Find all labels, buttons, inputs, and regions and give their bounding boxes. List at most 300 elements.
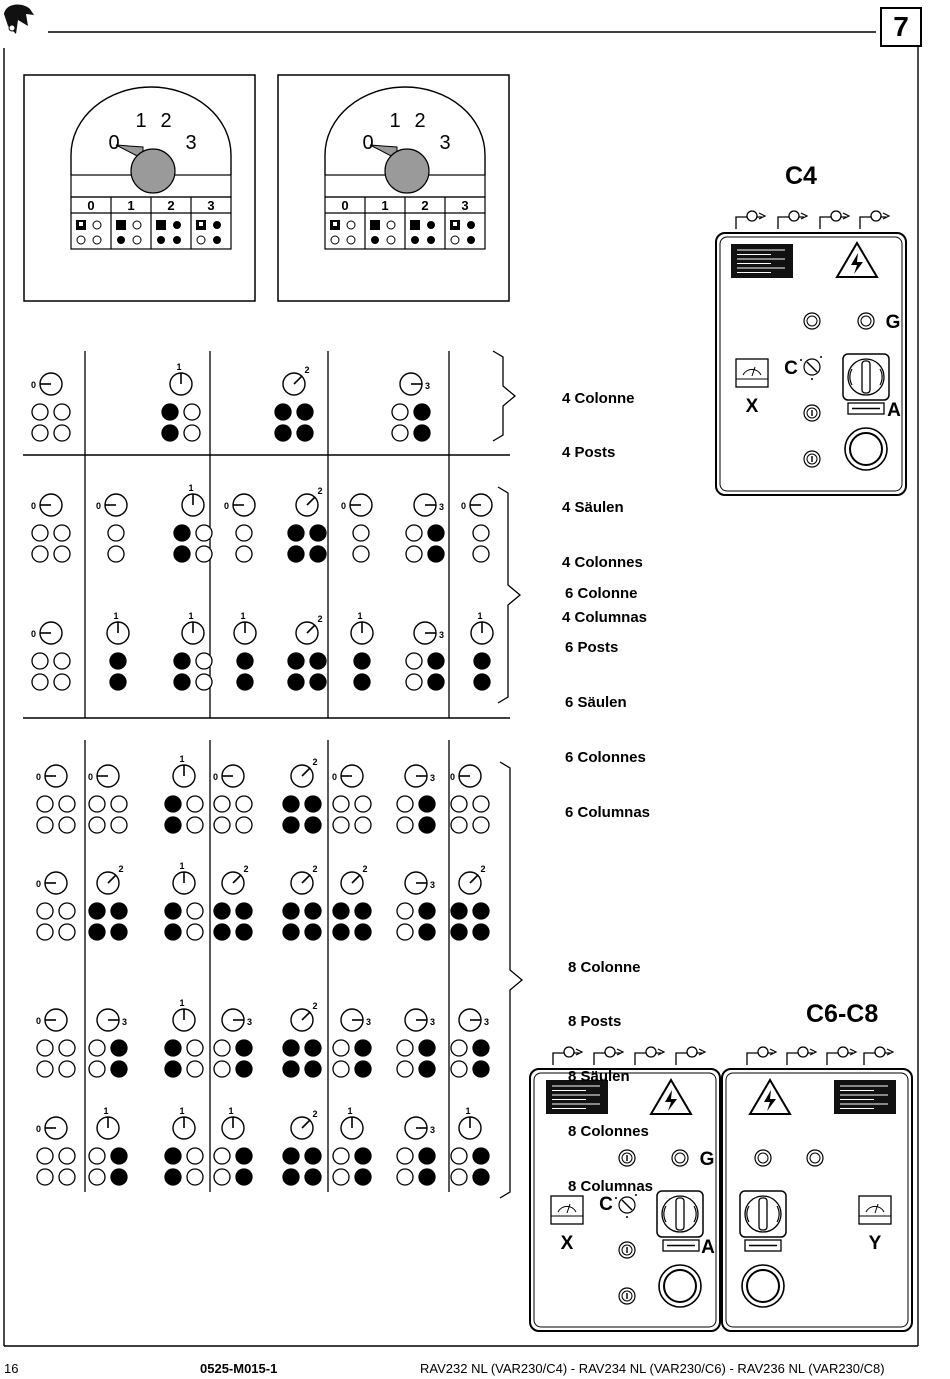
indicator-lit — [111, 924, 127, 940]
indicator-lit — [451, 903, 467, 919]
dial-label: 3 — [430, 880, 436, 890]
gland-arrow — [770, 1049, 776, 1055]
indicator-lit — [162, 404, 178, 420]
indicator-off — [236, 817, 252, 833]
indicator-off — [473, 796, 489, 812]
indicator-lit — [414, 425, 430, 441]
switch-unit — [214, 1009, 252, 1077]
indicator-lit — [473, 1061, 489, 1077]
push-button-icon — [804, 451, 820, 467]
volt-meter-icon — [736, 359, 768, 387]
push-button-icon — [619, 1242, 635, 1258]
contact-mark — [199, 222, 203, 226]
indicator-off — [32, 525, 48, 541]
position-header: 0 — [341, 198, 349, 213]
group-8-line: 8 Colonnes — [568, 1123, 649, 1141]
indicator-off — [397, 1061, 413, 1077]
indicator-lit — [355, 1169, 371, 1185]
indicator-lit — [419, 817, 435, 833]
switch-unit — [351, 611, 373, 690]
gland-arrow — [887, 1049, 893, 1055]
group-6-line: 6 Säulen — [565, 694, 627, 712]
emergency-button-icon — [742, 1265, 784, 1307]
indicator-off — [187, 817, 203, 833]
contact-open — [451, 236, 459, 244]
indicator-off — [59, 903, 75, 919]
indicator-lit — [283, 817, 299, 833]
contact-open — [133, 236, 141, 244]
indicator-off — [196, 525, 212, 541]
cabinet-c4-title: C4 — [785, 162, 817, 190]
indicator-off — [187, 924, 203, 940]
indicator-off — [37, 1148, 53, 1164]
indicator-lit — [305, 1169, 321, 1185]
indicator-lit — [310, 546, 326, 562]
indicator-off — [32, 546, 48, 562]
page-tag: 7 — [880, 7, 922, 47]
switch-unit — [397, 1117, 435, 1185]
push-button-icon — [804, 405, 820, 421]
switch-unit — [89, 1009, 127, 1077]
group-8-line: 8 Posts — [568, 1013, 622, 1031]
indicator-off — [187, 796, 203, 812]
indicator-off — [451, 1061, 467, 1077]
switch-unit — [162, 362, 200, 441]
dial-label: 0 — [35, 772, 41, 782]
switch-unit — [406, 494, 444, 562]
indicator-lit — [297, 404, 313, 420]
indicator-off — [196, 546, 212, 562]
indicator-off — [397, 1169, 413, 1185]
position-header: 0 — [87, 198, 95, 213]
contact-closed — [467, 221, 475, 229]
indicator-lit — [89, 903, 105, 919]
key-dot — [811, 378, 813, 380]
indicator-off — [473, 525, 489, 541]
dial-label: 1 — [179, 1106, 185, 1116]
dial-label: 1 — [179, 754, 185, 764]
contact-open — [331, 236, 339, 244]
indicator-lit — [236, 1040, 252, 1056]
pilot-lamp-icon — [804, 313, 820, 329]
indicator-lit — [162, 425, 178, 441]
indicator-lit — [165, 924, 181, 940]
indicator-off — [214, 1040, 230, 1056]
indicator-off — [353, 546, 369, 562]
switch-unit — [392, 373, 430, 441]
switch-unit — [283, 757, 321, 833]
dial-label: 3 — [439, 630, 445, 640]
switch-unit — [36, 1117, 75, 1185]
indicator-off — [108, 546, 124, 562]
indicator-off — [353, 525, 369, 541]
dial-label: 0 — [331, 772, 337, 782]
indicator-off — [59, 796, 75, 812]
dial-label: 2 — [118, 864, 124, 874]
pilot-lamp-icon — [858, 313, 874, 329]
indicator-off — [473, 817, 489, 833]
label-a: A — [887, 400, 901, 421]
dial-label: 1 — [179, 998, 185, 1008]
group-4-line: 4 Posts — [562, 444, 616, 462]
indicator-off — [187, 903, 203, 919]
logo-dot — [9, 25, 15, 31]
indicator-lit — [111, 1061, 127, 1077]
indicator-off — [236, 525, 252, 541]
btn-cap — [850, 433, 882, 465]
key-dot — [820, 356, 822, 358]
logo-mark-icon — [4, 5, 34, 34]
indicator-lit — [333, 924, 349, 940]
indicator-lit — [310, 525, 326, 541]
gland-arrow — [843, 213, 849, 219]
indicator-lit — [283, 903, 299, 919]
gland-nut — [875, 1047, 885, 1057]
high-voltage-icon — [651, 1080, 691, 1114]
indicator-off — [89, 796, 105, 812]
cable-gland-icon — [676, 1047, 705, 1065]
switch-unit — [214, 1106, 252, 1185]
label-y: Y — [868, 1233, 882, 1254]
indicator-lit — [355, 1040, 371, 1056]
dial-label: 3 — [439, 502, 445, 512]
indicator-off — [89, 1040, 105, 1056]
dial-label: 2 — [312, 1001, 318, 1011]
dial-number: 1 — [135, 110, 147, 132]
contact-closed — [173, 236, 181, 244]
switch-unit — [341, 494, 372, 562]
switch-unit — [234, 611, 256, 690]
indicator-lit — [174, 674, 190, 690]
key-switch-icon — [800, 356, 822, 380]
dial-label: 1 — [188, 611, 194, 621]
dial-label: 0 — [340, 501, 346, 511]
dial-label: 2 — [317, 486, 323, 496]
indicator-lit — [165, 1169, 181, 1185]
dial-number: 0 — [362, 132, 374, 154]
dial-label: 1 — [347, 1106, 353, 1116]
indicator-lit — [473, 1148, 489, 1164]
indicator-lit — [111, 1148, 127, 1164]
label-x: X — [745, 396, 759, 417]
dial-label: 3 — [247, 1017, 253, 1027]
group-4-line: 4 Columnas — [562, 609, 648, 627]
indicator-lit — [275, 425, 291, 441]
indicator-lit — [305, 796, 321, 812]
indicator-lit — [474, 674, 490, 690]
indicator-lit — [165, 903, 181, 919]
indicator-off — [37, 924, 53, 940]
gland-arrow — [810, 1049, 816, 1055]
contact-mark — [453, 222, 457, 226]
dial-label: 3 — [122, 1017, 128, 1027]
switch-unit — [36, 1009, 75, 1077]
dial-label: 1 — [228, 1106, 234, 1116]
indicator-off — [333, 1148, 349, 1164]
indicator-lit — [237, 653, 253, 669]
switch-unit — [451, 864, 489, 940]
contact-square — [116, 220, 126, 230]
position-header: 3 — [207, 198, 215, 213]
switch-handle — [759, 1198, 767, 1230]
indicator-lit — [473, 1169, 489, 1185]
indicator-off — [451, 1148, 467, 1164]
gland-nut — [798, 1047, 808, 1057]
indicator-lit — [283, 1061, 299, 1077]
indicator-lit — [354, 674, 370, 690]
key-dot — [800, 359, 802, 361]
btn-cap — [664, 1270, 696, 1302]
group-4-line: 4 Säulen — [562, 499, 624, 517]
indicator-lit — [419, 1040, 435, 1056]
indicator-off — [187, 1040, 203, 1056]
indicator-off — [397, 1040, 413, 1056]
dial-number: 2 — [414, 110, 426, 132]
group-4-line: 4 Colonnes — [562, 554, 643, 572]
dial-number: 0 — [108, 132, 120, 154]
indicator-lit — [110, 674, 126, 690]
indicator-lit — [165, 817, 181, 833]
switch-unit — [214, 864, 252, 940]
push-button-icon — [619, 1288, 635, 1304]
indicator-lit — [236, 924, 252, 940]
group-4-line: 4 Colonne — [562, 389, 635, 407]
indicator-lit — [283, 1148, 299, 1164]
switch-unit — [397, 872, 435, 940]
switch-unit — [31, 622, 70, 690]
gland-arrow — [658, 1049, 664, 1055]
contact-closed — [213, 221, 221, 229]
indicator-off — [59, 1148, 75, 1164]
indicator-lit — [305, 817, 321, 833]
indicator-off — [184, 425, 200, 441]
switch-unit — [450, 765, 489, 833]
indicator-off — [54, 425, 70, 441]
selector-panel — [278, 75, 509, 301]
indicator-off — [37, 796, 53, 812]
indicator-off — [54, 525, 70, 541]
indicator-lit — [310, 674, 326, 690]
cable-gland-icon — [736, 211, 765, 229]
indicator-off — [37, 1169, 53, 1185]
dial-label: 0 — [460, 501, 466, 511]
dial-label: 2 — [304, 365, 310, 375]
dial-label: 1 — [477, 611, 483, 621]
indicator-lit — [428, 546, 444, 562]
switch-unit — [333, 864, 371, 940]
indicator-lit — [165, 1061, 181, 1077]
indicator-off — [397, 924, 413, 940]
cable-gland-icon — [787, 1047, 816, 1065]
indicator-lit — [111, 903, 127, 919]
position-header: 1 — [127, 198, 135, 213]
indicator-lit — [419, 924, 435, 940]
high-voltage-icon — [837, 243, 877, 277]
label-x: X — [560, 1233, 574, 1254]
indicator-lit — [297, 425, 313, 441]
indicator-off — [451, 1169, 467, 1185]
indicator-off — [187, 1148, 203, 1164]
indicator-lit — [214, 903, 230, 919]
dial-label: 1 — [179, 861, 185, 871]
dial-label: 1 — [240, 611, 246, 621]
indicator-off — [397, 1148, 413, 1164]
indicator-lit — [174, 525, 190, 541]
cable-gland-icon — [827, 1047, 856, 1065]
indicator-off — [37, 903, 53, 919]
indicator-lit — [419, 1169, 435, 1185]
pilot-lamp-icon — [807, 1150, 823, 1166]
switch-unit — [333, 1009, 371, 1077]
contact-closed — [427, 221, 435, 229]
indicator-off — [54, 546, 70, 562]
indicator-off — [37, 817, 53, 833]
dial-label: 0 — [223, 501, 229, 511]
indicator-off — [54, 674, 70, 690]
switch-unit — [406, 622, 444, 690]
contact-closed — [467, 236, 475, 244]
contact-mark — [333, 222, 337, 226]
indicator-off — [108, 525, 124, 541]
indicator-lit — [111, 1169, 127, 1185]
indicator-lit — [288, 525, 304, 541]
gland-arrow — [699, 1049, 705, 1055]
cabinet-c6c8-title: C6-C8 — [806, 1000, 879, 1028]
warning-label — [731, 244, 793, 278]
gland-nut — [789, 211, 799, 221]
switch-unit — [283, 1109, 321, 1185]
indicator-off — [236, 546, 252, 562]
indicator-lit — [275, 404, 291, 420]
indicator-lit — [111, 1040, 127, 1056]
indicator-lit — [310, 653, 326, 669]
logo-shape — [4, 5, 34, 34]
dial-label: 3 — [366, 1017, 372, 1027]
label-g: G — [699, 1149, 715, 1170]
switch-handle — [862, 361, 870, 393]
indicator-off — [187, 1061, 203, 1077]
indicator-off — [392, 404, 408, 420]
switch-unit — [31, 494, 70, 562]
indicator-off — [451, 817, 467, 833]
contact-square — [410, 220, 420, 230]
lamp-inner — [807, 316, 817, 326]
indicator-off — [451, 1040, 467, 1056]
switch-unit — [165, 861, 203, 940]
indicator-lit — [89, 924, 105, 940]
indicator-off — [37, 1040, 53, 1056]
dial-number: 1 — [389, 110, 401, 132]
group-8-line: 8 Colonne — [568, 958, 641, 976]
switch-unit — [461, 494, 492, 562]
lamp-inner — [675, 1153, 685, 1163]
switch-unit — [471, 611, 493, 690]
cable-gland-icon — [864, 1047, 893, 1065]
contact-closed — [157, 236, 165, 244]
switch-unit — [275, 365, 313, 441]
brace-6-posts — [498, 487, 520, 703]
switch-unit — [283, 864, 321, 940]
main-switch-icon — [740, 1191, 786, 1237]
dial-label: 0 — [30, 380, 36, 390]
main-switch-icon — [657, 1191, 703, 1237]
indicator-off — [89, 1148, 105, 1164]
indicator-off — [32, 404, 48, 420]
pilot-lamp-icon — [672, 1150, 688, 1166]
gland-nut — [687, 1047, 697, 1057]
indicator-off — [37, 1061, 53, 1077]
lamp-inner — [810, 1153, 820, 1163]
position-header: 2 — [421, 198, 429, 213]
indicator-lit — [236, 1169, 252, 1185]
indicator-lit — [305, 1040, 321, 1056]
indicator-off — [333, 1040, 349, 1056]
dial-label: 1 — [176, 362, 182, 372]
indicator-off — [54, 404, 70, 420]
gland-arrow — [801, 213, 807, 219]
switch-unit — [174, 611, 212, 690]
dial-label: 2 — [480, 864, 486, 874]
gland-arrow — [850, 1049, 856, 1055]
switch-unit — [333, 1106, 371, 1185]
contact-closed — [371, 236, 379, 244]
indicator-lit — [110, 653, 126, 669]
indicator-off — [406, 674, 422, 690]
meter-frame — [859, 1196, 891, 1224]
dial-label: 3 — [484, 1017, 490, 1027]
indicator-off — [214, 796, 230, 812]
indicator-off — [59, 817, 75, 833]
indicator-off — [214, 1169, 230, 1185]
indicator-lit — [451, 924, 467, 940]
indicator-off — [333, 1061, 349, 1077]
contact-closed — [411, 236, 419, 244]
indicator-lit — [355, 1061, 371, 1077]
indicator-off — [89, 817, 105, 833]
indicator-lit — [333, 903, 349, 919]
dial-label: 3 — [430, 1125, 436, 1135]
label-c: C — [599, 1194, 613, 1215]
warning-label — [834, 1080, 896, 1114]
switch-unit — [397, 765, 435, 833]
contact-open — [133, 221, 141, 229]
dial-label: 1 — [465, 1106, 471, 1116]
indicator-off — [59, 1169, 75, 1185]
contact-square — [156, 220, 166, 230]
switch-unit — [288, 614, 326, 690]
contact-open — [347, 236, 355, 244]
switch-unit — [165, 1106, 203, 1185]
indicator-off — [196, 653, 212, 669]
main-switch-icon — [843, 354, 889, 400]
indicator-lit — [414, 404, 430, 420]
group-6-label — [565, 548, 650, 859]
indicator-lit — [236, 1061, 252, 1077]
dial-label: 1 — [113, 611, 119, 621]
group-6-line: 6 Colonnes — [565, 749, 646, 767]
indicator-off — [32, 674, 48, 690]
group-8-line: 8 Columnas — [568, 1178, 654, 1196]
position-header: 2 — [167, 198, 175, 213]
indicator-off — [333, 1169, 349, 1185]
gland-nut — [831, 211, 841, 221]
indicator-lit — [165, 1148, 181, 1164]
doc-code: 0525-M015-1 — [200, 1361, 278, 1376]
dial-number: 2 — [160, 110, 172, 132]
indicator-off — [236, 796, 252, 812]
indicator-lit — [283, 796, 299, 812]
lamp-inner — [758, 1153, 768, 1163]
